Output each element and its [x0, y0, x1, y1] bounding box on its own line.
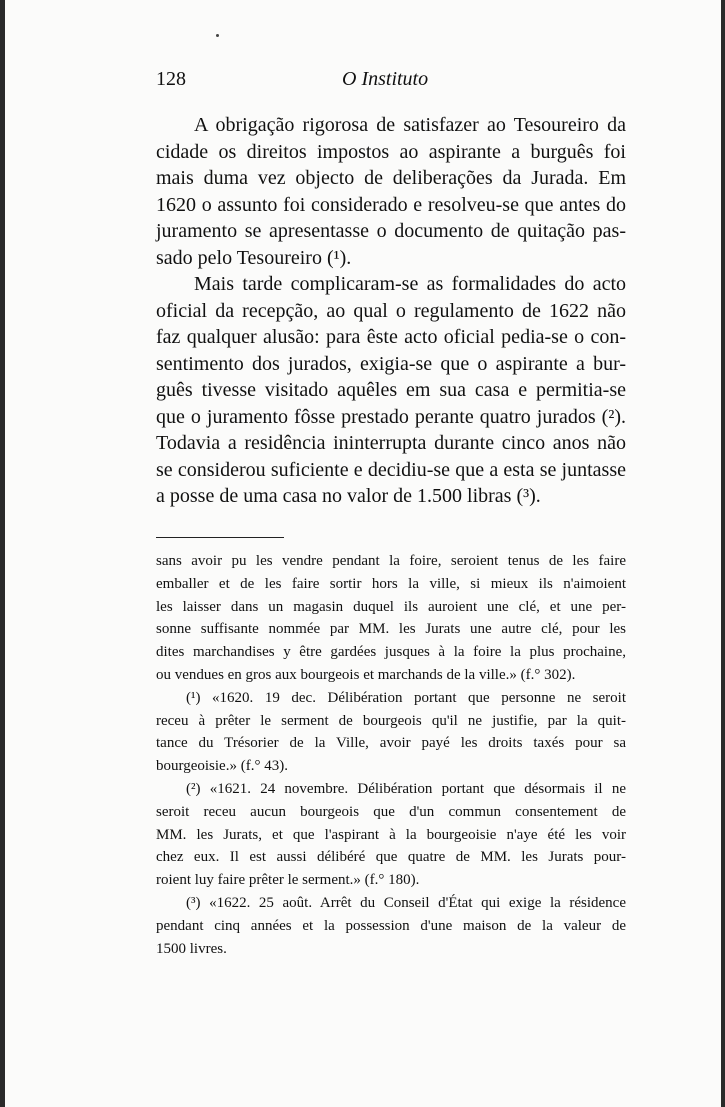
footnote-line: les laisser dans un magasin duquel ils auroient une clé, et une per- [156, 598, 626, 615]
footnote-line: (¹) «1620. 19 dec. Délibération portant que personne ne seroit [186, 689, 626, 706]
footnote-line: receu à prêter le serment de bourgeois qu'il ne justifie, par la quit- [156, 712, 626, 729]
footnote-line: ou vendues en gros aux bourgeois et marchands de la ville.» (f.° 302). [156, 666, 576, 683]
page-number: 128 [156, 68, 186, 90]
body-line: juramento se apresentasse o documento de quitação pas- [156, 220, 626, 242]
body-line: oficial da recepção, ao qual o regulamento de 1622 não [156, 299, 626, 322]
footnote-line: MM. les Jurats, et que l'aspirant à la bourgeoisie n'aye été les voir [156, 826, 626, 843]
body-line: a posse de uma casa no valor de 1.500 libras (³). [156, 485, 541, 507]
scan-speck [216, 34, 219, 37]
footnote-line: 1500 livres. [156, 940, 227, 957]
footnote-line: dites marchandises y être gardées jusques à la foire la plus prochaine, [156, 644, 626, 661]
scan-edge-left [0, 0, 5, 1107]
footnote-line: (²) «1621. 24 novembre. Délibération portant que désormais il ne [186, 780, 626, 797]
footnote-line: (³) «1622. 25 août. Arrêt du Conseil d'État qui exige la résidence [186, 894, 626, 911]
footnote-separator [156, 537, 284, 538]
footnote-line: seroit receu aucun bourgeois que d'un commun consentement de [156, 803, 626, 820]
footnote-line: roient luy faire prêter le serment.» (f.° 180). [156, 872, 420, 889]
footnote-line: chez eux. Il est aussi délibéré que quatre de MM. les Jurats pour- [156, 849, 626, 866]
scan-edge-right [721, 0, 725, 1107]
body-line: cidade os direitos impostos ao aspirante a burguês foi [156, 140, 626, 163]
body-line: mais duma vez objecto de deliberações da Jurada. Em [156, 167, 626, 189]
footnote-line: bourgeoisie.» (f.° 43). [156, 758, 288, 775]
running-title: O Instituto [342, 68, 429, 90]
body-line: sentimento dos jurados, exigia-se que o aspirante a bur- [156, 352, 626, 375]
footnotes [156, 550, 626, 960]
body-line: se considerou suficiente e decidiu-se que a esta se juntasse [156, 458, 626, 481]
body-line: sado pelo Tesoureiro (¹). [156, 246, 352, 269]
footnote-line: sans avoir pu les vendre pendant la foire, seroient tenus de les faire [156, 553, 626, 569]
page-header [156, 68, 626, 96]
footnote-line: pendant cinq années et la possession d'une maison de la valeur de [156, 917, 626, 934]
body-line: A obrigação rigorosa de satisfazer ao Tesoureiro da [194, 114, 626, 136]
body-line: que o juramento fôsse prestado perante quatro jurados (²). [156, 405, 626, 428]
footnote-line: emballer et de les faire sortir hors la ville, si mieux ils n'aimoient [156, 575, 626, 592]
body-line: guês tivesse visitado aquêles em sua casa e permitia-se [156, 379, 626, 401]
body-line: 1620 o assunto foi considerado e resolveu-se que antes do [156, 193, 626, 216]
main-text [156, 112, 626, 510]
footnote-line: sonne suffisante nommée par MM. les Jurats une autre clé, pour les [156, 621, 626, 638]
body-line: Todavia a residência ininterrupta durante cinco anos não [156, 432, 626, 454]
body-line: Mais tarde complicaram-se as formalidades do acto [194, 273, 626, 295]
body-line: faz qualquer alusão: para êste acto oficial pedia-se o con- [156, 326, 626, 348]
footnote-line: tance du Trésorier de la Ville, avoir payé les droits taxés pour sa [156, 735, 626, 752]
